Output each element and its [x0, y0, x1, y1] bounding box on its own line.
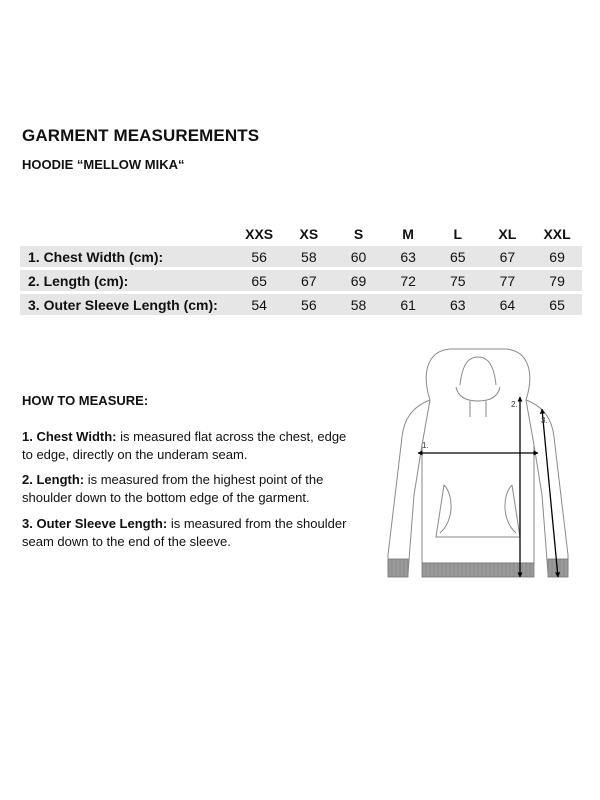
table-row-outer-sleeve-length [20, 294, 582, 315]
table-cell: 79 [532, 270, 582, 291]
table-cell: 61 [383, 294, 433, 315]
size-header: XS [299, 226, 319, 242]
table-cell: 67 [483, 246, 533, 267]
how-to-term: 1. Chest Width: [22, 429, 117, 444]
page-title: GARMENT MEASUREMENTS [22, 126, 260, 145]
table-cell: 65 [433, 246, 483, 267]
table-cell: 72 [383, 270, 433, 291]
size-header-row [20, 225, 582, 243]
how-to-text: is measured flat across the chest, edge to edge, directly on the underam seam. [22, 429, 347, 462]
table-cell: 60 [334, 246, 384, 267]
table-row-length [20, 270, 582, 291]
how-to-text: is measured from the shoulder seam down to the end of the sleeve. [22, 516, 347, 549]
size-header: M [402, 226, 414, 242]
size-header-spacer [20, 225, 234, 243]
table-cell: 63 [433, 294, 483, 315]
how-to-term: 2. Length: [22, 472, 85, 487]
how-to-measure-title: HOW TO MEASURE: [22, 393, 149, 408]
table-cell: 58 [334, 294, 384, 315]
how-to-term: 3. Outer Sleeve Length: [22, 516, 168, 531]
how-to-item-length [22, 471, 352, 507]
table-cell: 54 [234, 294, 284, 315]
table-cell: 64 [483, 294, 533, 315]
left-cuff-rib [388, 559, 408, 577]
table-cell: 58 [284, 246, 334, 267]
sleeve-length-marker: 3. [541, 416, 548, 425]
hoodie-measurement-diagram [378, 345, 578, 585]
size-header: XXS [245, 226, 274, 242]
size-header: L [453, 226, 463, 242]
table-cell: 69 [532, 246, 582, 267]
size-header: S [353, 226, 364, 242]
size-table [20, 222, 582, 318]
row-label: 1. Chest Width (cm): [20, 246, 234, 267]
hoodie-outline [388, 349, 568, 573]
size-header: XXL [543, 226, 571, 242]
product-name: HOODIE “MELLOW MIKA“ [22, 157, 185, 172]
size-header: XL [498, 226, 517, 242]
table-row-chest-width [20, 246, 582, 267]
table-cell: 63 [383, 246, 433, 267]
table-cell: 65 [532, 294, 582, 315]
row-label: 2. Length (cm): [20, 270, 234, 291]
sleeve-length-arrow [542, 409, 558, 577]
table-cell: 75 [433, 270, 483, 291]
how-to-item-outer-sleeve-length [22, 515, 352, 551]
length-marker: 2. [511, 400, 518, 409]
table-cell: 65 [234, 270, 284, 291]
table-cell: 56 [284, 294, 334, 315]
how-to-text: is measured from the highest point of the shoulder down to the bottom edge of the garment. [22, 472, 324, 505]
how-to-item-chest-width [22, 428, 352, 464]
row-label: 3. Outer Sleeve Length (cm): [20, 294, 234, 315]
table-cell: 69 [334, 270, 384, 291]
table-cell: 67 [284, 270, 334, 291]
table-cell: 77 [483, 270, 533, 291]
rib-lines [392, 559, 564, 577]
chest-width-marker: 1. [422, 441, 429, 450]
table-cell: 56 [234, 246, 284, 267]
